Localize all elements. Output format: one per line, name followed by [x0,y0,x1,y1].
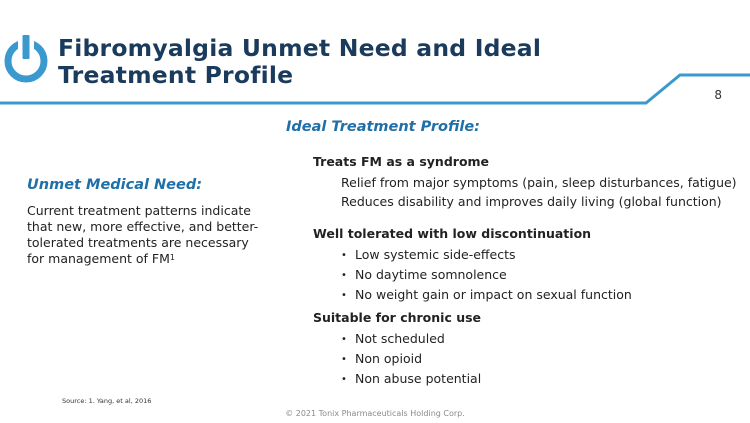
section-items [313,329,481,389]
ideal-profile-heading: Ideal Treatment Profile: [286,119,480,135]
list-item-text: Low systemic side-effects [355,247,516,262]
copyright-notice: © 2021 Tonix Pharmaceuticals Holding Corp. [285,409,465,418]
list-item: Reduces disability and improves daily living (global function) [341,194,722,209]
profile-section-chronic-use [313,310,481,389]
unmet-need-body: Current treatment patterns indicate that new, more effective, and better-tolerated treatments are necessary for management of FM [27,203,259,266]
profile-section-tolerability [313,226,632,305]
list-item-text: Not scheduled [355,331,445,346]
section-items [313,173,737,211]
bullet-icon: • [341,374,347,385]
list-item [313,329,481,349]
page-title: Fibromyalgia Unmet Need and Ideal Treatment Profile [58,34,542,89]
list-item [313,349,481,369]
section-items [313,245,632,305]
header-divider [0,70,750,110]
bullet-icon: • [341,354,347,365]
list-item-text: No weight gain or impact on sexual function [355,287,632,302]
list-item-text: Non abuse potential [355,371,482,386]
list-item-text: Non opioid [355,351,423,366]
profile-section-syndrome [313,154,737,211]
list-item: Relief from major symptoms (pain, sleep disturbances, fatigue) [341,175,737,190]
list-item [313,245,632,265]
page-number: 8 [714,88,722,102]
bullet-icon: • [341,250,347,261]
bullet-icon: • [341,334,347,345]
unmet-need-text [27,203,262,267]
list-item [313,265,632,285]
source-citation: Source: 1. Yang, et al, 2016 [62,397,152,405]
bullet-icon: • [341,270,347,281]
section-heading: Treats FM as a syndrome [313,154,490,169]
list-item [313,285,632,305]
footnote-marker: 1 [169,253,175,262]
section-heading: Well tolerated with low discontinuation [313,226,592,241]
section-heading: Suitable for chronic use [313,310,482,325]
bullet-icon: • [341,290,347,301]
list-item-text: No daytime somnolence [355,267,507,282]
list-item [313,369,481,389]
unmet-need-heading: Unmet Medical Need: [27,177,203,193]
